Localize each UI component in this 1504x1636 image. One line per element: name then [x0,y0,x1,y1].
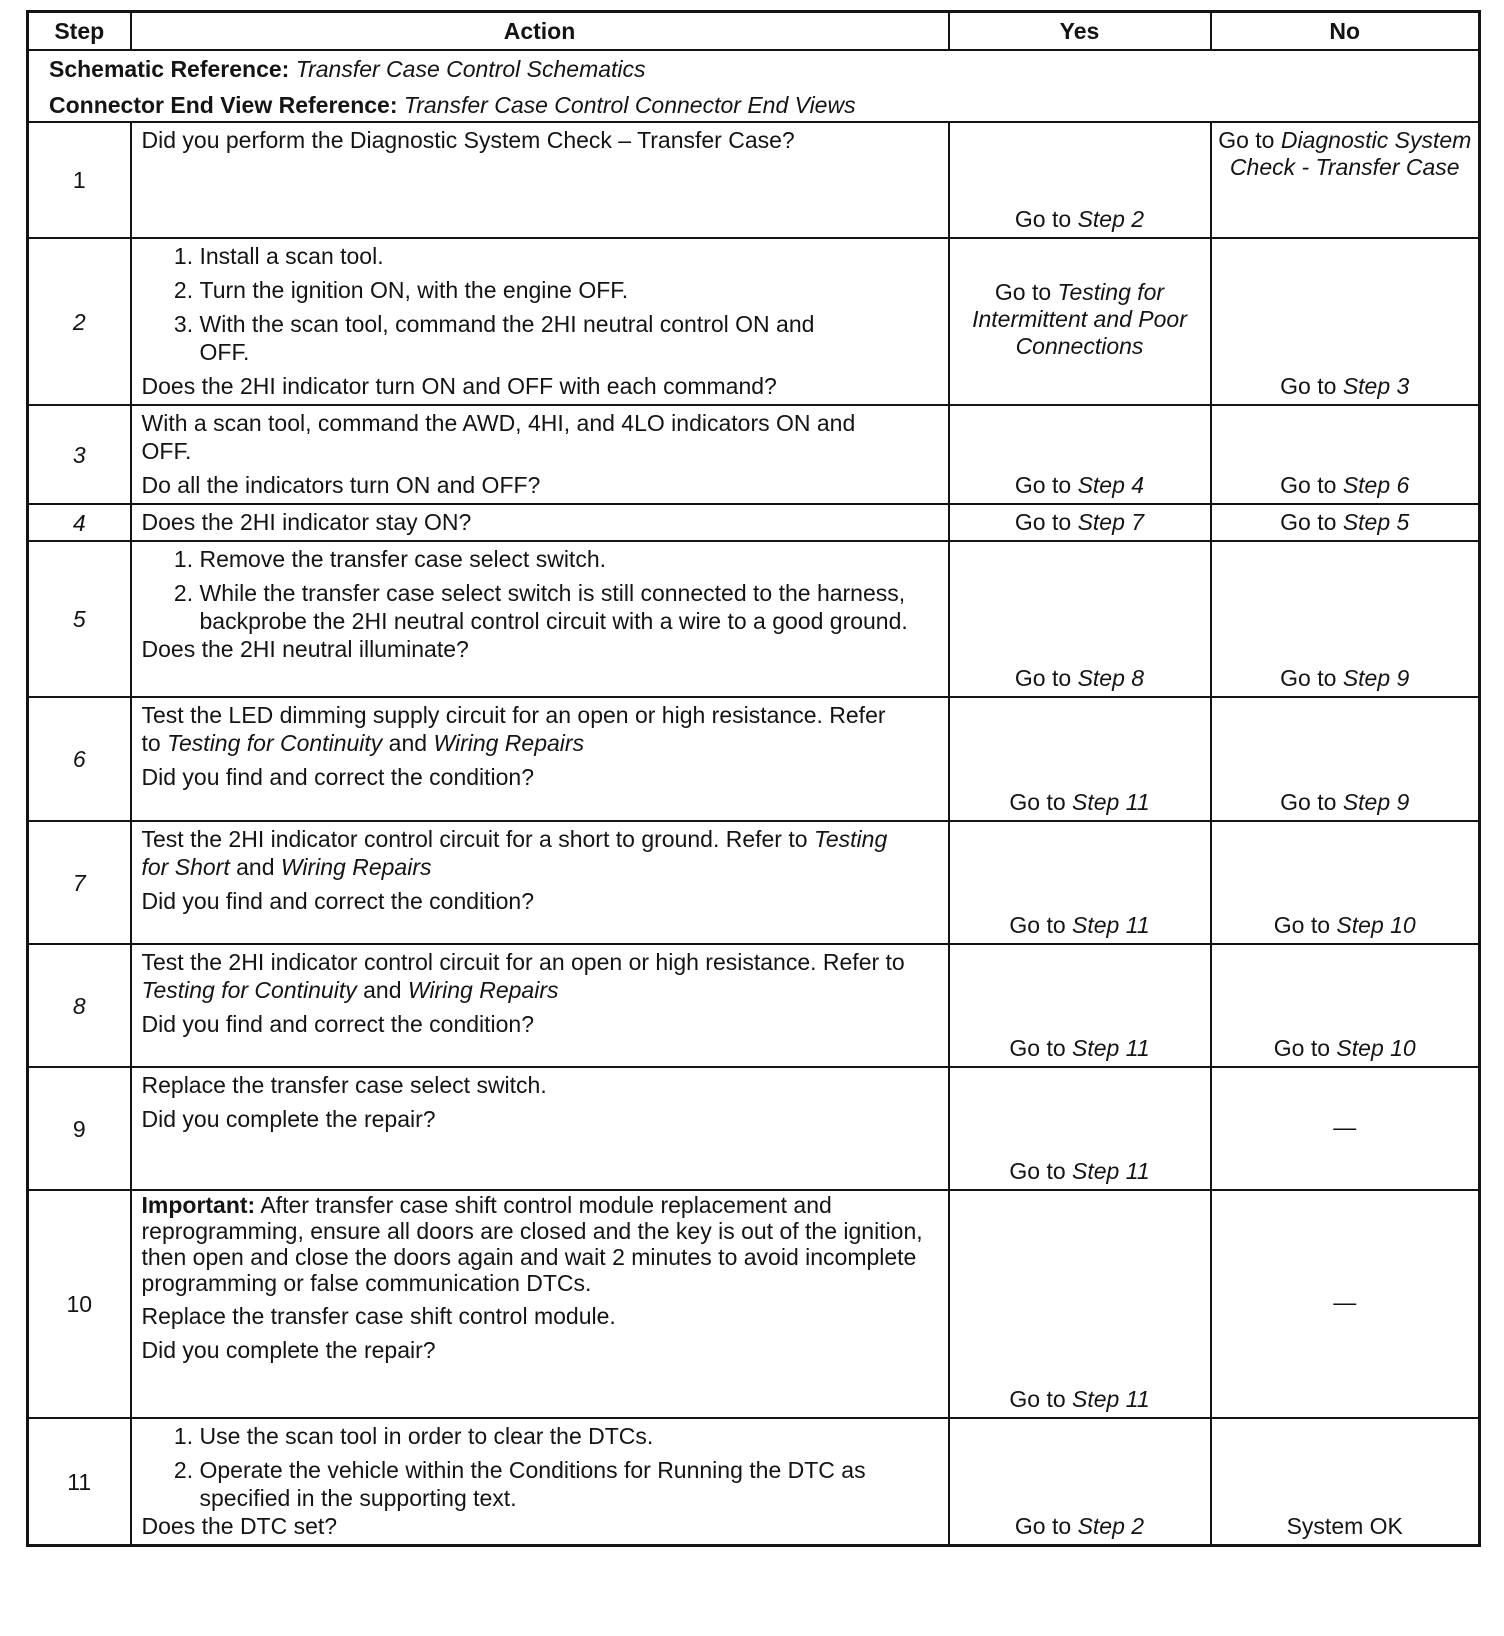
table-row [28,821,1480,944]
no-link[interactable]: Diagnostic System Check - Transfer Case [1229,127,1472,180]
action-cell [131,697,949,821]
action-question: Did you find and correct the condition? [141,1011,535,1037]
yes-cell [949,405,1211,504]
action-question: Did you find and correct the condition? [141,764,535,790]
action-cell [131,1067,949,1190]
action-question: Does the 2HI indicator stay ON? [141,509,472,535]
yes-link[interactable]: Step 11 [1072,912,1150,938]
no-cell [1211,697,1480,821]
yes-cell [949,122,1211,238]
yes-link[interactable]: Step 11 [1072,1158,1150,1184]
table-row [28,944,1480,1067]
conjunction: and [382,730,434,756]
action-step-item: 1. Install a scan tool. [200,242,940,270]
no-prefix: Go to [1280,509,1343,535]
yes-link[interactable]: Step 2 [1077,1513,1145,1539]
action-step-item: 2. Turn the ignition ON, with the engine OFF. [200,276,940,304]
action-cell [131,504,949,541]
yes-link[interactable]: Step 4 [1077,472,1145,498]
yes-cell [949,504,1211,541]
yes-prefix: Go to [1009,912,1073,938]
action-steps [142,242,940,372]
schematic-reference-label: Schematic Reference: [49,56,290,82]
no-link[interactable]: Step 6 [1342,472,1410,498]
action-text: Replace the transfer case shift control module. [141,1303,616,1329]
yes-cell [949,1190,1211,1418]
action-cell [131,944,949,1067]
no-cell: — [1211,1190,1480,1418]
conjunction: and [229,854,281,880]
no-prefix: Go to [1273,912,1337,938]
table-row [28,1067,1480,1190]
important-note [142,1192,940,1296]
yes-prefix: Go to [994,279,1058,305]
no-cell [1211,122,1480,238]
table-row [28,504,1480,541]
action-text-body: Test the 2HI indicator control circuit for an open or high resistance. Refer to [141,949,905,975]
important-text: After transfer case shift control module replacement and reprogramming, ensure all doors are closed and the key is out of the ignition, then open and close the doors again and wait 2 minutes to avoid incomplete programming or false communication DTCs. [141,1192,923,1296]
yes-cell [949,821,1211,944]
diagnostic-table [26,10,1481,1547]
no-prefix: Go to [1218,127,1281,153]
no-cell [1211,541,1480,697]
connector-reference-label: Connector End View Reference: [49,92,398,118]
action-question: Do all the indicators turn ON and OFF? [141,472,541,498]
reference-link[interactable]: Wiring Repairs [433,730,585,756]
yes-link[interactable]: Step 2 [1077,206,1145,232]
yes-prefix: Go to [1009,1158,1073,1184]
yes-prefix: Go to [1014,665,1078,691]
no-prefix: Go to [1273,1035,1337,1061]
action-step-item: 2. While the transfer case select switch is still connected to the harness, backprobe the 2HI neutral control circuit with a wire to a good ground. [200,579,940,635]
no-cell: — [1211,1067,1480,1190]
action-text: With a scan tool, command the AWD, 4HI, and 4LO indicators ON and OFF. [141,410,856,464]
yes-prefix: Go to [1009,1386,1073,1412]
yes-link[interactable]: Step 11 [1072,1386,1150,1412]
yes-link[interactable]: Step 11 [1072,789,1150,815]
step-number: 11 [28,1418,131,1546]
action-step-item: 1. Remove the transfer case select switch. [200,545,940,573]
yes-cell [949,1418,1211,1546]
no-prefix: Go to [1280,665,1343,691]
action-question: Did you complete the repair? [141,1106,436,1132]
yes-cell [949,697,1211,821]
action-step-item: 1. Use the scan tool in order to clear the DTCs. [200,1422,940,1450]
yes-prefix: Go to [1009,789,1073,815]
action-cell [131,821,949,944]
step-number: 3 [28,405,131,504]
table-row [28,541,1480,697]
action-cell [131,122,949,238]
action-question: Did you perform the Diagnostic System Check – Transfer Case? [141,127,795,153]
table-row [28,238,1480,405]
no-cell [1211,504,1480,541]
action-steps [142,1422,940,1512]
action-text-body: Test the LED dimming supply circuit for an open or high resistance. Refer to [141,702,886,756]
action-question: Does the DTC set? [141,1513,338,1539]
reference-link[interactable]: Wiring Repairs [407,977,559,1003]
schematic-reference [49,55,1460,83]
yes-cell [949,1067,1211,1190]
step-number: 8 [28,944,131,1067]
action-cell [131,1190,949,1418]
schematic-reference-link[interactable]: Transfer Case Control Schematics [295,56,646,82]
yes-cell [949,238,1211,405]
step-number: 2 [28,238,131,405]
no-cell [1211,238,1480,405]
yes-prefix: Go to [1014,1513,1078,1539]
no-cell: System OK [1211,1418,1480,1546]
action-text [142,948,940,1004]
action-text: Replace the transfer case select switch. [141,1072,547,1098]
yes-cell [949,944,1211,1067]
table-row [28,697,1480,821]
action-text [142,701,940,757]
step-number: 1 [28,122,131,238]
no-prefix: Go to [1280,789,1343,815]
reference-row [28,50,1480,122]
action-cell [131,1418,949,1546]
reference-link[interactable]: Testing for Continuity [141,977,357,1003]
yes-link[interactable]: Step 11 [1072,1035,1150,1061]
step-number: 9 [28,1067,131,1190]
header-no: No [1211,12,1480,51]
no-prefix: Go to [1280,373,1343,399]
action-question: Did you find and correct the condition? [141,888,535,914]
step-number: 10 [28,1190,131,1418]
action-step-item: 3. With the scan tool, command the 2HI neutral control ON and OFF. [200,310,940,366]
table-row [28,405,1480,504]
table-row [28,1190,1480,1418]
action-text-body: Test the 2HI indicator control circuit for a short to ground. Refer to [141,826,814,852]
no-cell [1211,944,1480,1067]
action-cell [131,405,949,504]
step-number: 7 [28,821,131,944]
action-question: Does the 2HI indicator turn ON and OFF with each command? [141,373,777,399]
yes-link[interactable]: Step 8 [1077,665,1145,691]
action-text [142,825,940,881]
diagnostic-table-page [26,10,1478,1547]
no-link[interactable]: Step 10 [1336,912,1416,938]
step-number: 6 [28,697,131,821]
header-yes: Yes [949,12,1211,51]
no-link[interactable]: Step 3 [1342,373,1410,399]
yes-cell [949,541,1211,697]
action-question: Did you complete the repair? [141,1337,436,1363]
table-row [28,122,1480,238]
no-link[interactable]: Step 10 [1336,1035,1416,1061]
header-step: Step [28,12,131,51]
header-action: Action [131,12,949,51]
yes-prefix: Go to [1014,472,1078,498]
action-step-item: 2. Operate the vehicle within the Conditions for Running the DTC as specified in the supporting text. [200,1456,940,1512]
yes-link[interactable]: Step 7 [1077,509,1145,535]
conjunction: and [356,977,408,1003]
action-steps [142,545,940,635]
reference-link[interactable]: Testing for Short [141,826,888,880]
step-number: 4 [28,504,131,541]
yes-link[interactable]: Testing for Intermittent and Poor Connections [972,279,1187,359]
no-link[interactable]: Step 5 [1342,509,1410,535]
action-question: Does the 2HI neutral illuminate? [141,636,469,662]
table-header-row [28,12,1480,51]
reference-link[interactable]: Testing for Continuity [167,730,383,756]
step-number: 5 [28,541,131,697]
reference-link[interactable]: Wiring Repairs [280,854,432,880]
important-label: Important: [141,1192,256,1218]
no-link[interactable]: Step 9 [1342,665,1410,691]
connector-reference-link[interactable]: Transfer Case Control Connector End Views [403,92,856,118]
action-cell [131,541,949,697]
action-cell [131,238,949,405]
connector-reference [49,91,1460,119]
yes-prefix: Go to [1014,206,1078,232]
reference-cell [28,50,1480,122]
no-cell [1211,821,1480,944]
no-link[interactable]: Step 9 [1342,789,1410,815]
yes-prefix: Go to [1009,1035,1073,1061]
no-cell [1211,405,1480,504]
action-body [142,1192,940,1336]
no-prefix: Go to [1280,472,1343,498]
table-row [28,1418,1480,1546]
yes-prefix: Go to [1014,509,1078,535]
